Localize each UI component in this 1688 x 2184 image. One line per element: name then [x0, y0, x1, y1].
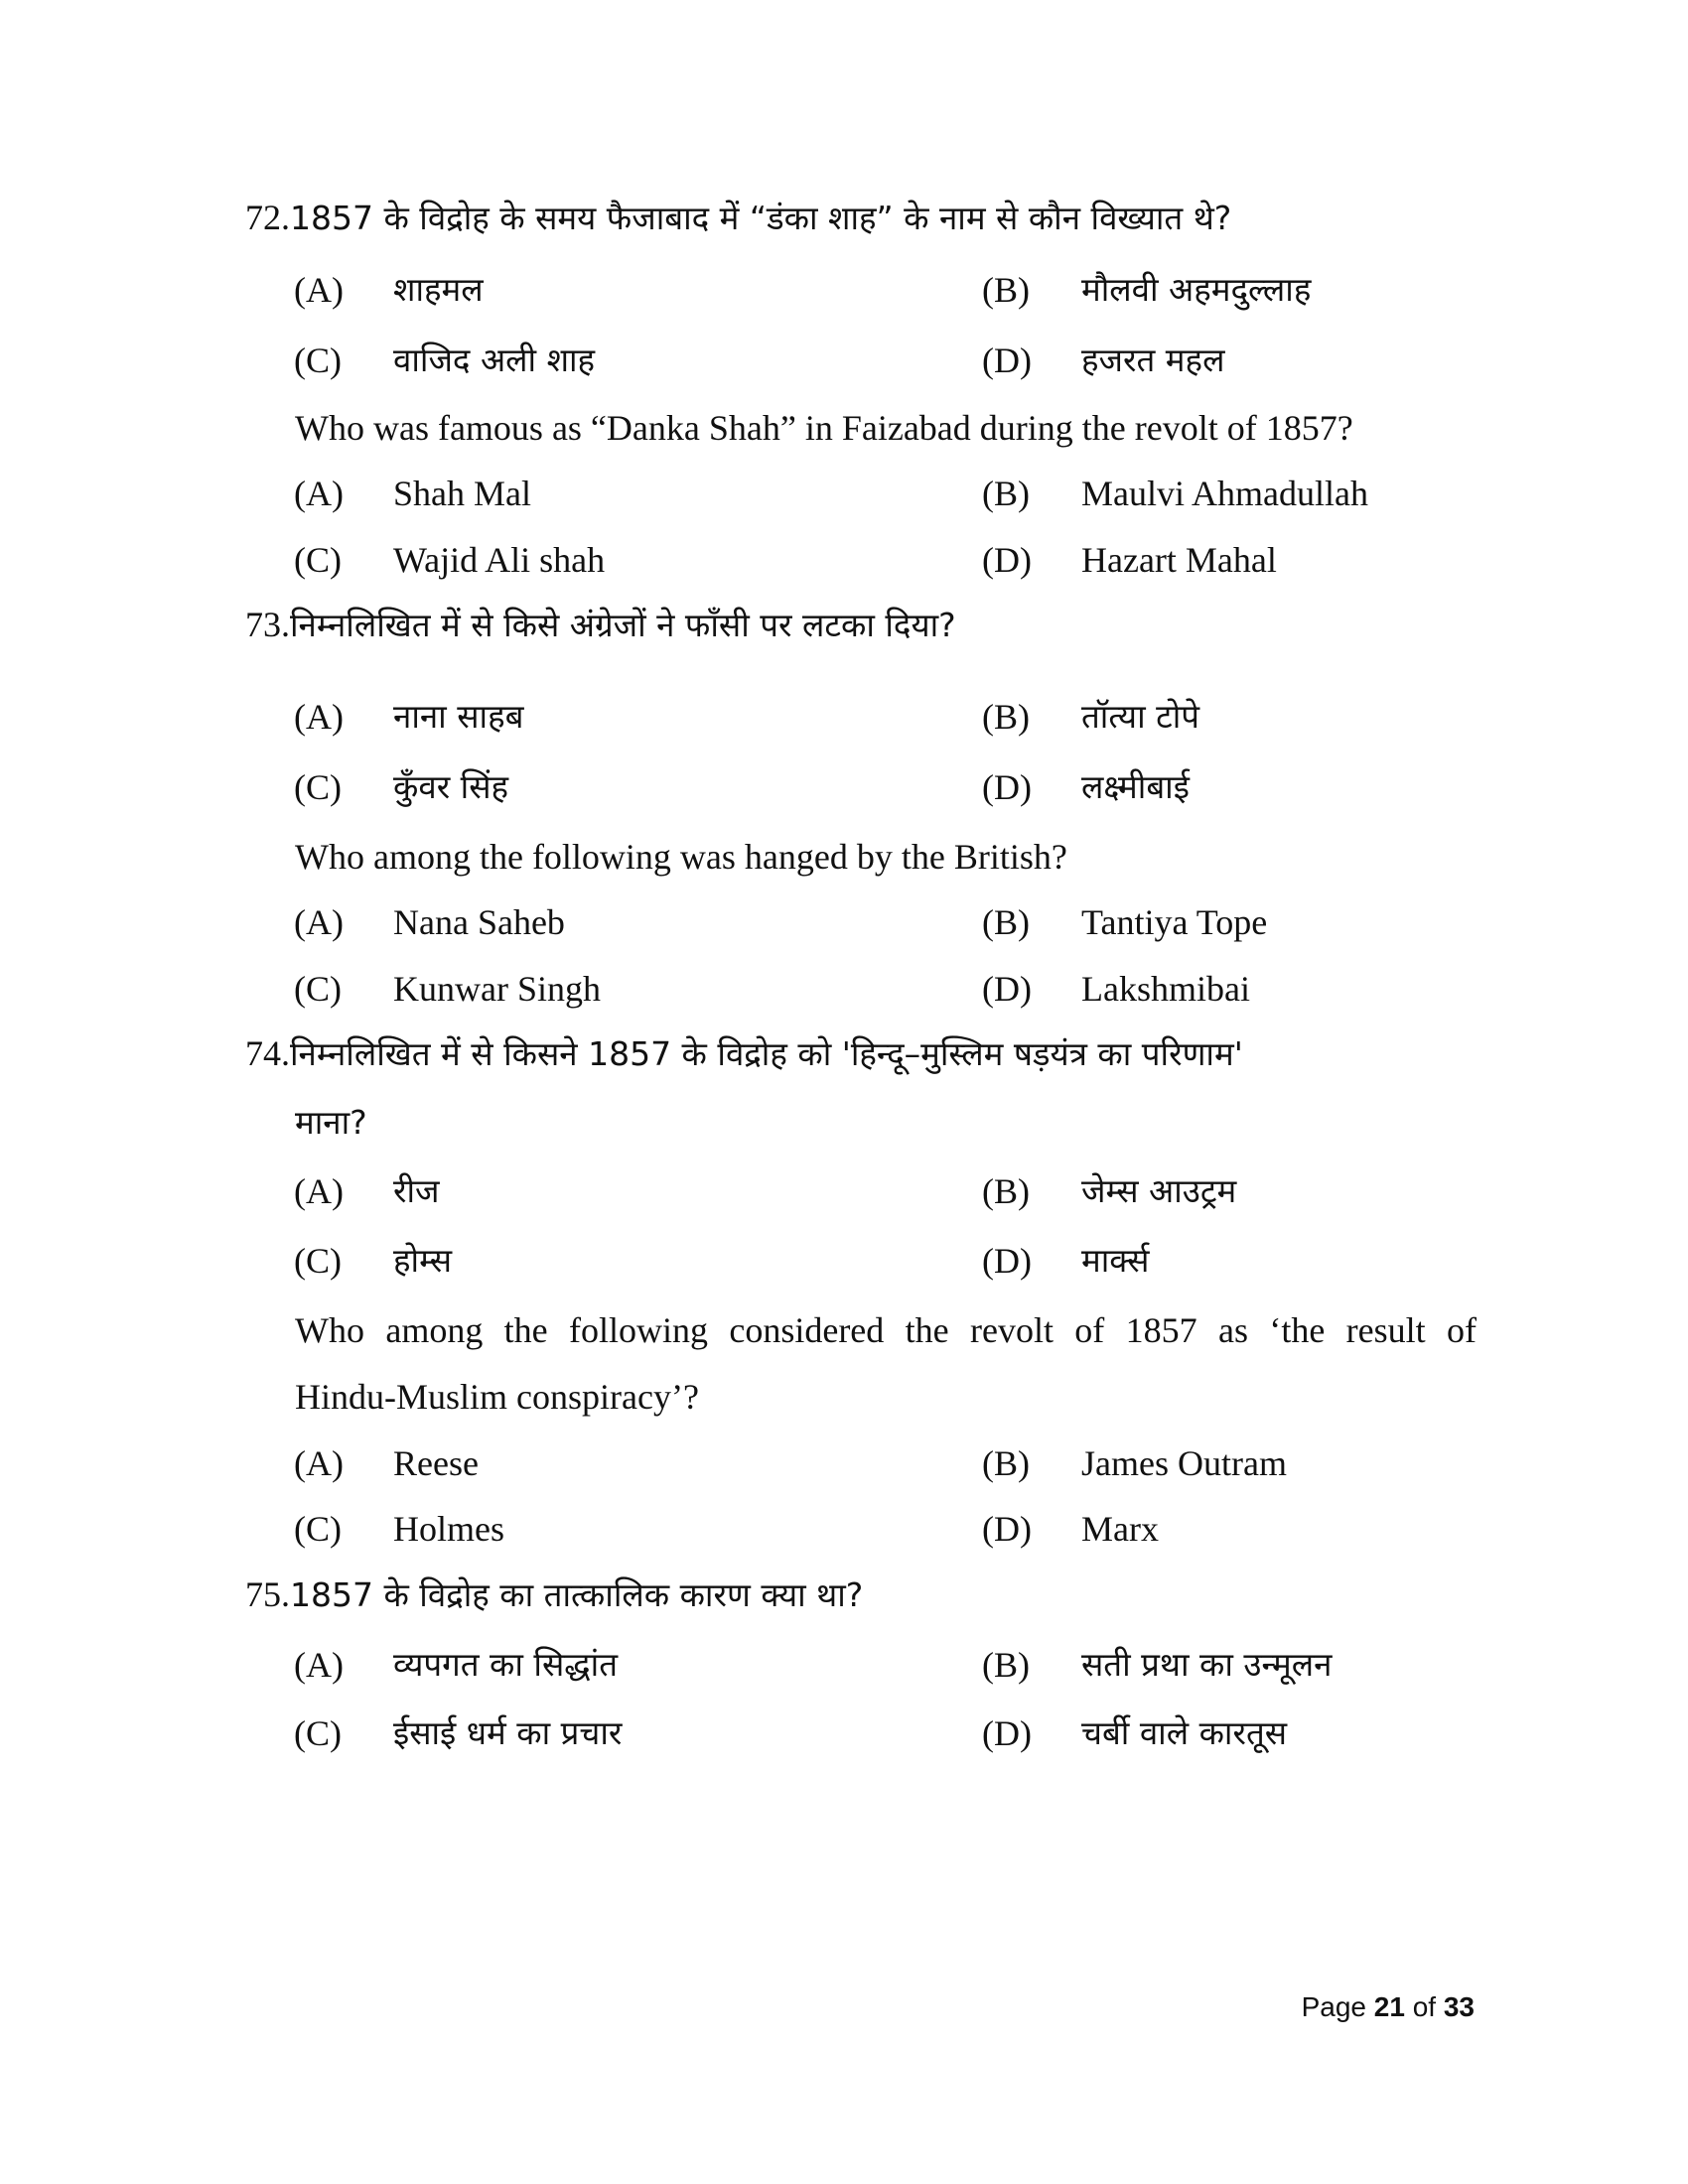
option-text: Hazart Mahal: [1081, 540, 1277, 580]
question-english-line: [295, 1305, 1477, 1355]
option-text: शाहमल: [393, 270, 484, 309]
option-label: (C): [294, 1713, 342, 1753]
option-text: Nana Saheb: [393, 902, 565, 942]
option-label: (A): [294, 1171, 344, 1211]
option-text: Reese: [393, 1443, 479, 1483]
option-label: (A): [294, 474, 344, 513]
option-label: (A): [294, 697, 344, 737]
option-label: (D): [982, 1241, 1032, 1281]
option-label: (D): [982, 767, 1032, 807]
option-text: Holmes: [393, 1509, 504, 1549]
option-text: ईसाई धर्म का प्रचार: [393, 1713, 623, 1752]
option-label: (D): [982, 1509, 1032, 1549]
question-hindi: 1857 के विद्रोह का तात्कालिक कारण क्या था?: [290, 1575, 864, 1614]
option-label: (C): [294, 969, 342, 1009]
option-text: तॉत्या टोपे: [1081, 697, 1200, 736]
option-text: Kunwar Singh: [393, 969, 601, 1009]
option-text: मौलवी अहमदुल्लाह: [1081, 270, 1312, 309]
option-label: (C): [294, 540, 342, 580]
option-label: (B): [982, 270, 1030, 310]
option-label: (A): [294, 902, 344, 942]
option-text: मार्क्स: [1081, 1241, 1150, 1280]
option-text: Marx: [1081, 1509, 1159, 1549]
option-label: (B): [982, 902, 1030, 942]
option-text: होम्स: [393, 1241, 453, 1280]
question-number: 73.: [245, 605, 290, 644]
option-text: Wajid Ali shah: [393, 540, 606, 580]
question-english: Who among the following was hanged by the British?: [295, 837, 1067, 877]
option-text: कुँवर सिंह: [393, 767, 509, 806]
option-label: (B): [982, 1171, 1030, 1211]
option-text: हजरत महल: [1081, 341, 1225, 379]
option-text: सती प्रथा का उन्मूलन: [1081, 1645, 1333, 1684]
option-text: रीज: [393, 1171, 440, 1210]
question-hindi: निम्नलिखित में से किसने 1857 के विद्रोह को 'हिन्दू–मुस्लिम षड़यंत्र का परिणाम': [290, 1034, 1243, 1073]
question-line: [245, 1028, 1243, 1078]
option-text: चर्बी वाले कारतूस: [1081, 1713, 1288, 1752]
question-number: 72.: [245, 198, 290, 237]
question-line: [245, 600, 956, 649]
question-line: [245, 193, 1231, 242]
option-text: Maulvi Ahmadullah: [1081, 474, 1368, 513]
question-hindi-cont: माना?: [295, 1103, 367, 1142]
option-text: Lakshmibai: [1081, 969, 1250, 1009]
option-label: (D): [982, 341, 1032, 380]
option-label: (A): [294, 1443, 344, 1483]
option-text: लक्ष्मीबाई: [1081, 767, 1190, 806]
question-english-cont: Hindu-Muslim conspiracy’?: [295, 1377, 699, 1417]
option-label: (B): [982, 1645, 1030, 1685]
question-hindi: निम्नलिखित में से किसे अंग्रेजों ने फाँसी पर लटका दिया?: [290, 606, 956, 644]
option-label: (D): [982, 1713, 1032, 1753]
option-text: वाजिद अली शाह: [393, 341, 596, 379]
question-number: 74.: [245, 1033, 290, 1073]
question-english-line: [295, 403, 1353, 453]
option-label: (D): [982, 540, 1032, 580]
question-hindi: 1857 के विद्रोह के समय फैजाबाद में “डंका शाह” के नाम से कौन विख्यात थे?: [290, 199, 1232, 237]
option-text: व्यपगत का सिद्धांत: [393, 1645, 619, 1684]
question-line: [295, 1098, 367, 1148]
option-label: (C): [294, 341, 342, 380]
question-number: 75.: [245, 1574, 290, 1614]
option-label: (C): [294, 1241, 342, 1281]
option-label: (C): [294, 1509, 342, 1549]
option-text: Shah Mal: [393, 474, 531, 513]
question-line: [245, 1570, 863, 1619]
option-label: (A): [294, 270, 344, 310]
page-number: Page 21 of 33: [1301, 1991, 1475, 2022]
question-english-line: [295, 1372, 699, 1422]
option-label: (D): [982, 969, 1032, 1009]
option-label: (A): [294, 1645, 344, 1685]
option-text: Tantiya Tope: [1081, 902, 1268, 942]
question-english-line: [295, 832, 1067, 882]
option-label: (B): [982, 697, 1030, 737]
question-english: Who among the following considered the revolt of 1857 as ‘the result of: [295, 1310, 1477, 1350]
option-text: जेम्स आउट्रम: [1081, 1171, 1237, 1210]
option-text: James Outram: [1081, 1443, 1287, 1483]
option-label: (C): [294, 767, 342, 807]
option-text: नाना साहब: [393, 697, 524, 736]
question-english: Who was famous as “Danka Shah” in Faizabad during the revolt of 1857?: [295, 408, 1353, 448]
option-label: (B): [982, 474, 1030, 513]
option-label: (B): [982, 1443, 1030, 1483]
